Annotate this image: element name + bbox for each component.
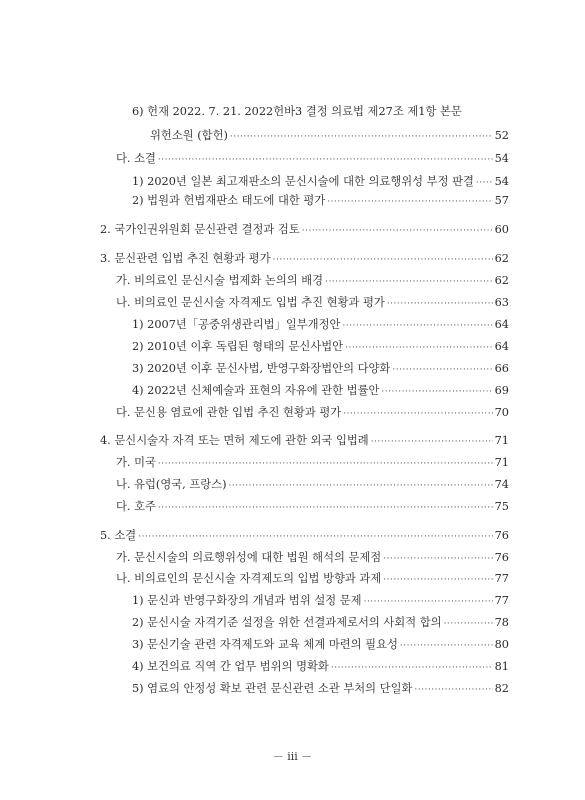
toc-entry-page: 57 bbox=[494, 194, 509, 207]
toc-entry-label: 3. 문신관련 입법 추진 현황과 평가 bbox=[100, 252, 271, 265]
toc-entry bbox=[116, 499, 509, 515]
toc-entry-page: 77 bbox=[494, 572, 509, 585]
toc-entry-label: 4. 문신시술자 자격 또는 면허 제도에 관한 외국 입법례 bbox=[100, 434, 369, 447]
toc-entry-label: 위헌소원 (합헌) bbox=[150, 129, 228, 142]
toc-entry-page: 60 bbox=[494, 223, 509, 236]
toc-entry-label: 다. 소결 bbox=[116, 152, 156, 165]
toc-leader bbox=[158, 500, 493, 516]
toc-leader bbox=[364, 594, 493, 610]
toc-leader bbox=[230, 129, 493, 145]
toc-entry-page: 64 bbox=[494, 340, 509, 353]
toc-entry bbox=[132, 615, 509, 631]
toc-entry bbox=[132, 104, 494, 120]
toc-entry-page: 69 bbox=[494, 384, 509, 397]
toc-entry bbox=[132, 593, 509, 609]
toc-entry-label: 나. 비의료인 문신시술 자격제도 입법 추진 현황과 평가 bbox=[116, 296, 385, 309]
toc-entry-label: 1) 2007년「공중위생관리법」일부개정안 bbox=[132, 318, 341, 331]
toc-entry-label: 가. 미국 bbox=[116, 456, 156, 469]
toc-entry bbox=[100, 222, 509, 238]
toc-entry-label: 다. 호주 bbox=[116, 500, 156, 513]
toc-leader bbox=[228, 478, 492, 494]
toc-entry-label: 5) 염료의 안정성 확보 관련 문신관련 소관 부처의 단일화 bbox=[132, 682, 413, 695]
toc-entry bbox=[132, 317, 509, 333]
toc-entry-page: 74 bbox=[494, 478, 509, 491]
toc-entry-page: 81 bbox=[494, 660, 509, 673]
toc-entry bbox=[100, 251, 509, 267]
toc-entry-page: 62 bbox=[494, 274, 509, 287]
toc-leader bbox=[383, 551, 492, 567]
toc-entry bbox=[100, 433, 509, 449]
toc-entry bbox=[100, 528, 509, 544]
toc-entry bbox=[132, 339, 509, 355]
toc-leader bbox=[302, 223, 493, 239]
toc-entry-label: 5. 소결 bbox=[100, 529, 137, 542]
toc-entry-label: 1) 문신과 반영구화장의 개념과 범위 설정 문제 bbox=[132, 594, 362, 607]
toc-entry-page: 76 bbox=[494, 529, 509, 542]
toc-entry bbox=[132, 193, 509, 209]
toc-leader bbox=[342, 318, 492, 334]
toc-entry bbox=[116, 151, 509, 167]
toc-leader bbox=[343, 406, 492, 422]
toc-leader bbox=[158, 456, 493, 472]
toc-leader bbox=[345, 340, 493, 356]
page-number: － iii － bbox=[272, 750, 313, 763]
toc-leader bbox=[158, 152, 493, 168]
toc-leader bbox=[273, 252, 493, 268]
toc-entry-page: 80 bbox=[494, 638, 509, 651]
toc-entry-label: 1) 2020년 일본 최고재판소의 문신시술에 대한 의료행위성 부정 판결 bbox=[132, 175, 474, 188]
toc-entry-page: 62 bbox=[494, 252, 509, 265]
toc-entry-label: 나. 비의료인의 문신시술 자격제도의 입법 방향과 과제 bbox=[116, 572, 382, 585]
toc-entry-label: 2) 법원과 헌법재판소 태도에 대한 평가 bbox=[132, 194, 326, 207]
toc-leader bbox=[476, 175, 493, 191]
toc-leader bbox=[327, 194, 492, 210]
toc-leader bbox=[387, 296, 493, 312]
toc-entry bbox=[116, 455, 509, 471]
toc-entry-label: 2. 국가인권위원회 문신관련 결정과 검토 bbox=[100, 223, 300, 236]
toc-entry-page: 70 bbox=[494, 406, 509, 419]
toc-entry-label: 3) 문신기술 관련 자격제도와 교육 체계 마련의 필요성 bbox=[132, 638, 398, 651]
toc-entry bbox=[116, 273, 509, 289]
toc-entry-page: 63 bbox=[494, 296, 509, 309]
toc-entry bbox=[132, 681, 509, 697]
toc-entry-page: 82 bbox=[494, 682, 509, 695]
toc-entry-label: 가. 비의료인 문신시술 법제화 논의의 배경 bbox=[116, 274, 324, 287]
toc-leader bbox=[383, 572, 492, 588]
toc-leader bbox=[138, 529, 492, 545]
toc-leader bbox=[325, 274, 493, 290]
toc-entry bbox=[132, 174, 509, 190]
toc-entry bbox=[116, 571, 509, 587]
toc-entry bbox=[116, 405, 509, 421]
toc-entry bbox=[116, 550, 509, 566]
toc-entry bbox=[150, 128, 509, 144]
toc-entry-page: 78 bbox=[494, 616, 509, 629]
toc-entry bbox=[132, 637, 509, 653]
toc-entry bbox=[132, 383, 509, 399]
toc-leader bbox=[400, 638, 493, 654]
toc-entry-label: 4) 2022년 신체예술과 표현의 자유에 관한 법률안 bbox=[132, 384, 380, 397]
toc-leader bbox=[392, 362, 492, 378]
toc-entry-page: 76 bbox=[494, 551, 509, 564]
toc-entry-label: 가. 문신시술의 의료행위성에 대한 법원 해석의 문제점 bbox=[116, 551, 382, 564]
toc-entry bbox=[132, 659, 509, 675]
toc-entry-label: 나. 유럽(영국, 프랑스) bbox=[116, 478, 227, 491]
toc-entry bbox=[116, 295, 509, 311]
toc-entry-label: 3) 2020년 이후 문신사법, 반영구화장법안의 다양화 bbox=[132, 362, 391, 375]
toc-entry-label: 2) 문신시술 자격기준 설정을 위한 선결과제로서의 사회적 합의 bbox=[132, 616, 442, 629]
toc-entry-page: 71 bbox=[494, 434, 509, 447]
toc-entry-page: 64 bbox=[494, 318, 509, 331]
toc-entry-page: 52 bbox=[494, 129, 509, 142]
toc-leader bbox=[444, 616, 493, 632]
toc-entry-page: 66 bbox=[494, 362, 509, 375]
toc-entry bbox=[132, 361, 509, 377]
toc-leader bbox=[331, 660, 493, 676]
toc-entry-page: 75 bbox=[494, 500, 509, 513]
toc-entry-label: 다. 문신용 염료에 관한 입법 추진 현황과 평가 bbox=[116, 406, 342, 419]
toc-leader bbox=[371, 434, 493, 450]
toc-entry-label: 4) 보건의료 직역 간 업무 범위의 명확화 bbox=[132, 660, 329, 673]
toc-entry-page: 77 bbox=[494, 594, 509, 607]
toc-entry-label: 2) 2010년 이후 독립된 형태의 문신사법안 bbox=[132, 340, 344, 353]
toc-leader bbox=[414, 682, 492, 698]
toc-entry-page: 54 bbox=[494, 175, 509, 188]
toc-entry-label: 6) 헌재 2022. 7. 21. 2022헌바3 결정 의료법 제27조 제1항 본문 bbox=[132, 105, 462, 118]
toc-entry-page: 54 bbox=[494, 152, 509, 165]
toc-entry bbox=[116, 477, 509, 493]
toc-entry-page: 71 bbox=[494, 456, 509, 469]
toc-leader bbox=[381, 384, 492, 400]
